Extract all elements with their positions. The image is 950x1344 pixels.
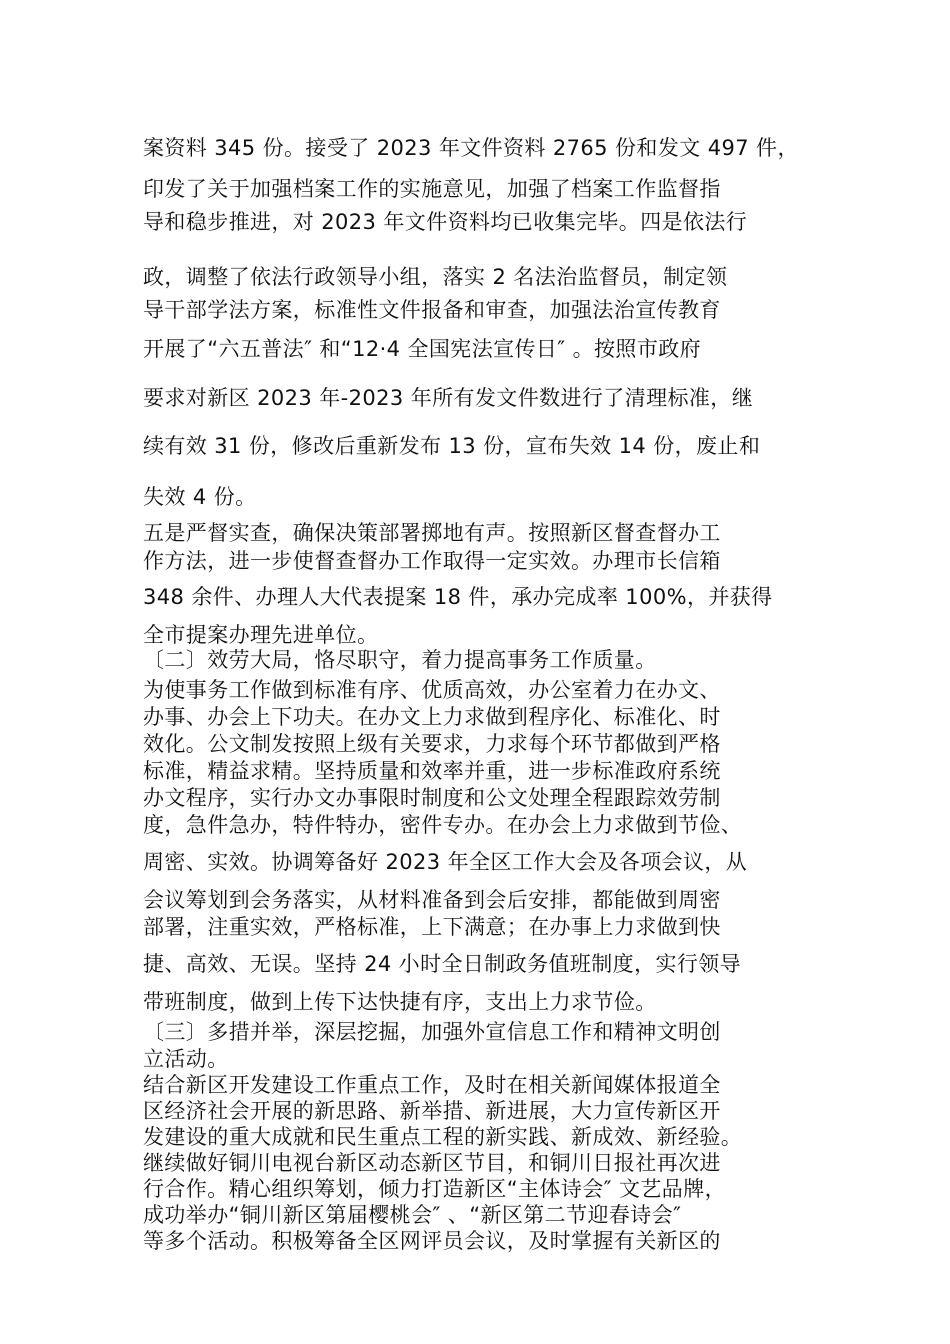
section-heading: 〔三〕多措并举，深层挖掘，加强外宣信息工作和精神文明创: [143, 1020, 721, 1044]
text-line: 印发了关于加强档案工作的实施意见，加强了档案工作监督指: [143, 177, 721, 201]
text-line: 办事、办会上下功夫。在办文上力求做到程序化、标准化、时: [143, 705, 721, 729]
text-line: 等多个活动。积极筹备全区网评员会议，及时掌握有关新区的: [143, 1229, 721, 1253]
text-line: 开展了“六五普法″ 和“12·4 全国宪法宣传日″ 。按照市政府: [143, 337, 702, 361]
text-line: 续有效 31 份，修改后重新发布 13 份，宣布失效 14 份，废止和: [143, 434, 761, 458]
text-line: 作方法，进一步使督查督办工作取得一定实效。办理市长信箱: [143, 549, 721, 573]
text-line: 会议筹划到会务落实，从材料准备到会后安排，都能做到周密: [143, 888, 721, 912]
text-line: 部署，注重实效，严格标准，上下满意；在办事上力求做到快: [143, 915, 721, 939]
text-line: 带班制度，做到上传下达快捷有序，支出上力求节俭。: [143, 990, 657, 1014]
text-line: 周密、实效。协调筹备好 2023 年全区工作大会及各项会议，从: [143, 850, 748, 874]
text-line: 捷、高效、无误。坚持 24 小时全日制政务值班制度，实行领导: [143, 952, 742, 976]
section-heading: 〔二〕效劳大局，恪尽职守，着力提高事务工作质量。: [143, 648, 657, 672]
text-line: 案资料 345 份。接受了 2023 年文件资料 2765 份和发文 497 件，: [143, 136, 799, 160]
text-line: 区经济社会开展的新思路、新举措、新进展，大力宣传新区开: [143, 1099, 721, 1123]
text-line: 发建设的重大成就和民生重点工程的新实践、新成效、新经验。: [143, 1125, 743, 1149]
text-line: 标准，精益求精。坚持质量和效率并重，进一步标准政府系统: [143, 759, 721, 783]
text-line: 全市提案办理先进单位。: [143, 623, 379, 647]
text-line: 五是严督实查，确保决策部署掷地有声。按照新区督查督办工: [143, 521, 721, 545]
text-line: 继续做好铜川电视台新区动态新区节目，和铜川日报社再次进: [143, 1151, 721, 1175]
text-line: 成功举办“铜川新区第届樱桃会″ 、“新区第二节迎春诗会″: [143, 1203, 682, 1227]
text-line: 导和稳步推进，对 2023 年文件资料均已收集完毕。四是依法行: [143, 210, 748, 234]
text-line: 导干部学法方案，标准性文件报备和审查，加强法治宣传教育: [143, 298, 721, 322]
text-line: 立活动。: [143, 1047, 229, 1071]
text-line: 为使事务工作做到标准有序、优质高效，办公室着力在办文、: [143, 678, 721, 702]
text-line: 要求对新区 2023 年-2023 年所有发文件数进行了清理标准，继: [143, 386, 754, 410]
text-line: 度，急件急办，特件特办，密件专办。在办会上力求做到节俭、: [143, 813, 743, 837]
text-line: 结合新区开发建设工作重点工作，及时在相关新闻媒体报道全: [143, 1073, 721, 1097]
text-line: 失效 4 份。: [143, 485, 257, 509]
text-line: 政，调整了依法行政领导小组，落实 2 名法治监督员，制定领: [143, 265, 728, 289]
text-line: 348 余件、办理人大代表提案 18 件，承办完成率 100%，并获得: [143, 585, 773, 609]
text-line: 行合作。精心组织筹划，倾力打造新区“主体诗会″ 文艺品牌，: [143, 1177, 726, 1201]
text-line: 办文程序，实行办文办事限时制度和公文处理全程跟踪效劳制: [143, 786, 721, 810]
text-line: 效化。公文制发按照上级有关要求，力求每个环节都做到严格: [143, 732, 721, 756]
